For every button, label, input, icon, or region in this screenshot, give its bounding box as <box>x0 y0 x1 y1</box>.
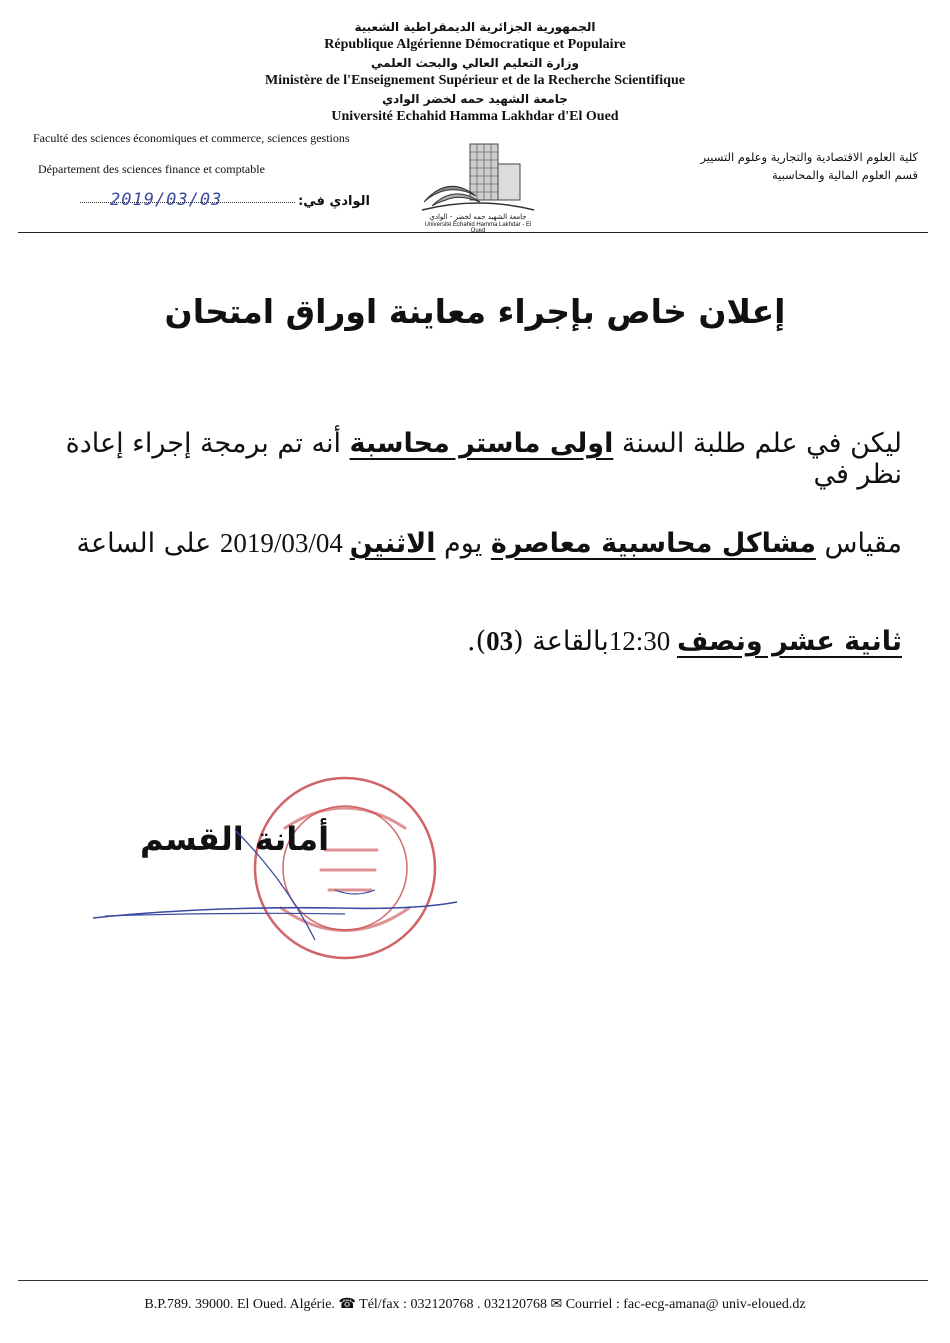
announcement-title: إعلان خاص بإجراء معاينة اوراق امتحان <box>164 292 786 331</box>
ministry-fr: Ministère de l'Enseignement Supérieur et de la Recherche Scientifique <box>265 73 685 88</box>
module-name: مشاكل محاسبية معاصرة <box>490 528 816 559</box>
republic-ar: الجمهورية الجزائرية الديمقراطية الشعبية <box>354 20 596 34</box>
body-line-3 <box>42 626 902 657</box>
date-line <box>80 192 370 216</box>
logo-caption-ar: جامعة الشهيد حمه لخضر - الوادي <box>429 213 527 221</box>
footer-email: Courriel : fac-ecg-amana@ univ-eloued.dz <box>565 1297 806 1312</box>
university-ar: جامعة الشهيد حمه لخضر الوادي <box>382 92 568 106</box>
body-text: يوم <box>435 528 491 559</box>
level-highlight: اولى ماستر محاسبة <box>349 428 614 459</box>
handwritten-date: 2019/03/03 <box>110 190 223 210</box>
body-text: بالقاعة ( <box>513 626 609 657</box>
logo-caption-fr: Université Echahid Hamma Lakhdar - El Oued <box>424 222 532 234</box>
handwritten-signature-icon <box>85 820 465 940</box>
body-text: على الساعة <box>76 528 220 559</box>
footer <box>0 1296 950 1313</box>
faculty-ar-block <box>628 148 918 184</box>
body-line-2 <box>42 528 902 559</box>
footer-address: B.P.789. 39000. El Oued. Algérie. <box>144 1297 335 1312</box>
date-label: الوادي في: <box>298 194 370 209</box>
footer-phone: Tél/fax : 032120768 . 032120768 <box>359 1297 547 1312</box>
letterhead <box>150 18 800 126</box>
body-text: ليكن في علم طلبة السنة <box>613 428 902 459</box>
faculty-ar: كلية العلوم الاقتصادية والتجارية وعلوم التسيير <box>700 150 918 164</box>
ministry-ar: وزارة التعليم العالي والبحث العلمي <box>370 56 580 70</box>
mail-icon: ✉ <box>550 1297 563 1312</box>
faculty-fr: Faculté des sciences économiques et commerce, sciences gestions <box>33 131 350 145</box>
phone-icon: ☎ <box>338 1297 356 1312</box>
department-fr: Département des sciences finance et comptable <box>38 162 265 176</box>
room-number: 03 <box>486 626 514 656</box>
footer-divider <box>18 1280 928 1281</box>
republic-fr: République Algérienne Démocratique et Populaire <box>324 37 626 52</box>
day-name: الاثنين <box>349 528 436 559</box>
header-divider <box>18 232 928 233</box>
signature-label: أمانة القسم <box>140 820 330 858</box>
body-text: ). <box>467 626 487 657</box>
university-fr: Université Echahid Hamma Lakhdar d'El Oued <box>331 109 619 124</box>
exam-time: 12:30 <box>608 626 677 656</box>
time-words: ثانية عشر ونصف <box>676 626 902 657</box>
body-text: أنه تم برمجة إجراء إعادة نظر في <box>65 428 902 490</box>
department-ar: قسم العلوم المالية والمحاسبية <box>771 168 918 182</box>
body-line-1 <box>42 428 902 490</box>
university-logo-icon <box>418 140 538 218</box>
exam-date: 2019/03/04 <box>219 528 350 558</box>
body-text: مقياس <box>815 528 902 559</box>
